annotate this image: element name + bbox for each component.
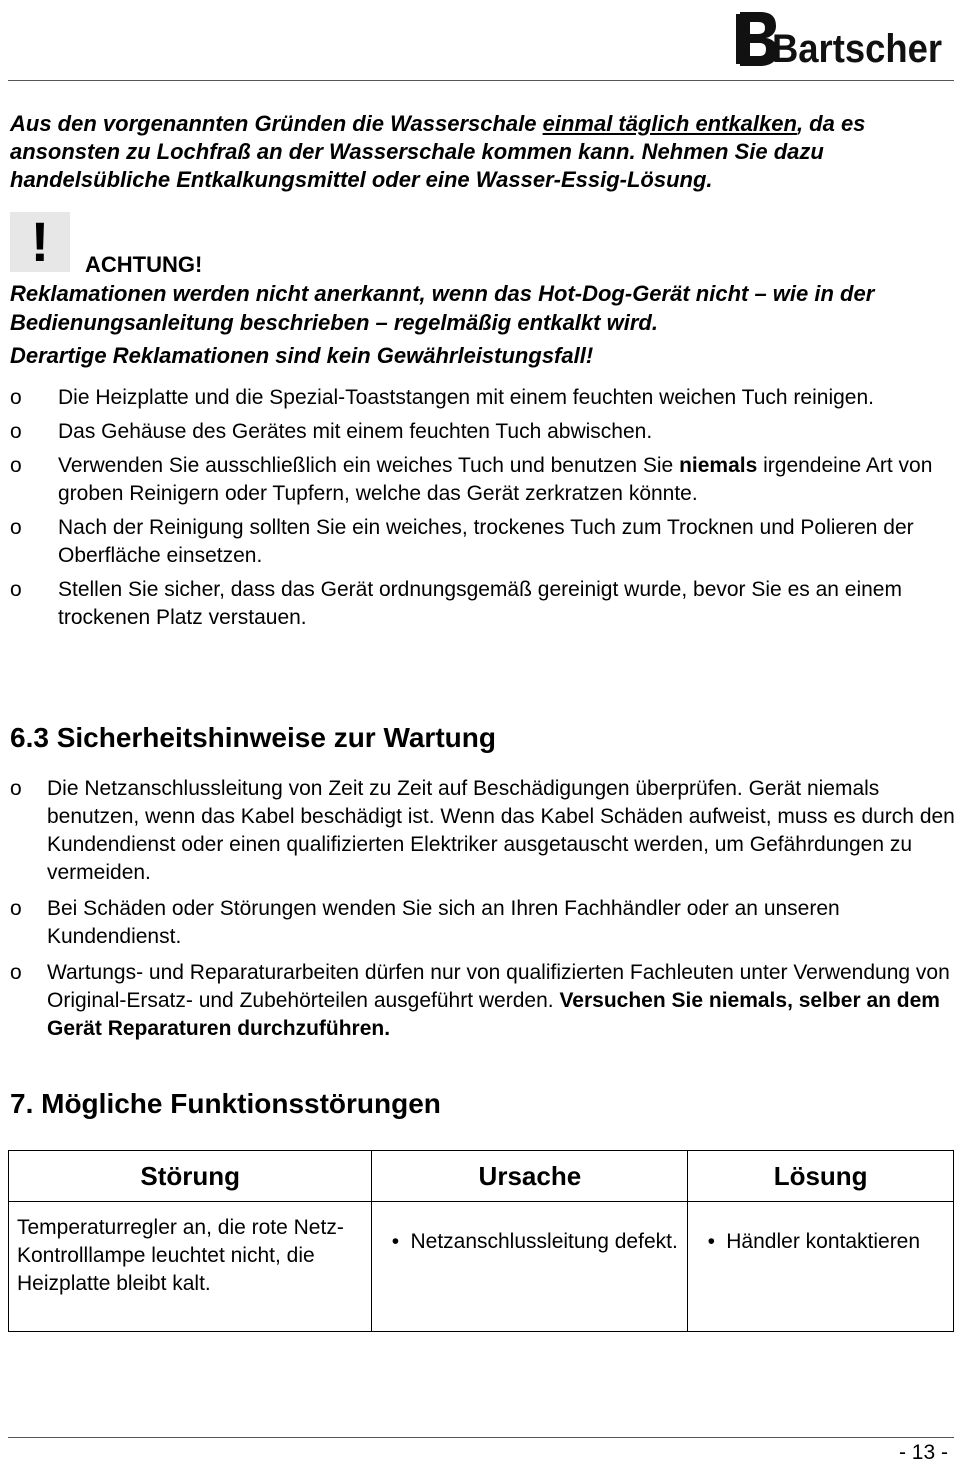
bullet-dot: • xyxy=(707,1230,715,1253)
list-text xyxy=(47,959,955,1043)
maintenance-list xyxy=(10,775,955,1051)
list-bullet: o xyxy=(10,961,22,984)
list-text: Bei Schäden oder Störungen wenden Sie sich an Ihren Fachhändler oder an unseren Kundendienst. xyxy=(47,897,840,948)
footer-rule xyxy=(8,1437,954,1438)
list-bullet: o xyxy=(10,897,22,920)
list-text-post: irgendeine Art von groben Reinigern oder Tupfern, welche das Gerät zerkratzen könnte. xyxy=(58,454,933,505)
intro-underlined: einmal täglich entkalken xyxy=(542,111,797,136)
cleaning-list xyxy=(10,384,955,638)
list-text: Die Netzanschlussleitung von Zeit zu Zeit auf Beschädigungen überprüfen. Gerät niemals benutzen, wenn das Kabel beschädigt ist. Wenn das Kabel Schäden aufweist, muss es durch den Kundendienst oder einen qualifizierten Elektriker ausgetauscht werden, um Gefährdungen zu vermeiden. xyxy=(47,777,955,884)
list-bullet: o xyxy=(10,420,22,443)
list-text-bold: Versuchen Sie niemals, selber an dem Gerät Reparaturen durchzuführen. xyxy=(47,989,940,1040)
list-item xyxy=(10,576,955,632)
logo-text: Bartscher xyxy=(772,27,942,71)
list-text: Stellen Sie sicher, dass das Gerät ordnungsgemäß gereinigt wurde, bevor Sie es an einem trockenen Platz verstauen. xyxy=(58,578,902,629)
cell-ursache xyxy=(372,1202,688,1332)
column-header-stoerung: Störung xyxy=(9,1151,372,1202)
descaling-paragraph xyxy=(10,110,955,194)
list-text xyxy=(58,452,955,508)
warning-line-1: Reklamationen werden nicht anerkannt, wenn das Hot-Dog-Gerät nicht – wie in der Bedienungsanleitung beschrieben – regelmäßig entkalkt wird. xyxy=(10,281,875,335)
troubleshooting-table xyxy=(8,1150,954,1332)
list-item xyxy=(10,514,955,570)
column-header-loesung: Lösung xyxy=(688,1151,954,1202)
list-text-pre: Verwenden Sie ausschließlich ein weiches Tuch und benutzen Sie xyxy=(58,454,680,477)
list-item xyxy=(10,959,955,1043)
warning-line-2: Derartige Reklamationen sind kein Gewährleistungsfall! xyxy=(10,343,594,368)
list-bullet: o xyxy=(10,777,22,800)
page-number: - 13 - xyxy=(898,1441,948,1464)
list-text: Die Heizplatte und die Spezial-Toaststangen mit einem feuchten weichen Tuch reinigen. xyxy=(58,386,874,409)
section-heading-6-3: 6.3 Sicherheitshinweise zur Wartung xyxy=(10,722,496,753)
cell-loesung-text: Händler kontaktieren xyxy=(726,1230,921,1253)
bullet-dot: • xyxy=(391,1230,400,1253)
exclamation-mark: ! xyxy=(30,210,50,273)
list-bullet: o xyxy=(10,516,22,539)
list-item xyxy=(10,418,955,446)
warning-block xyxy=(10,250,955,370)
table-header-row xyxy=(9,1151,954,1202)
section-heading-7: 7. Mögliche Funktionsstörungen xyxy=(10,1088,441,1119)
table-row xyxy=(9,1202,954,1332)
list-item xyxy=(10,452,955,508)
list-bullet: o xyxy=(10,578,22,601)
list-text-bold: niemals xyxy=(679,454,758,477)
cell-ursache-text: Netzanschlussleitung defekt. xyxy=(410,1230,678,1253)
list-text-normal: Wartungs- und Reparaturarbeiten dürfen nur von qualifizierten Fachleuten unter Verwendung von Original-Ersatz- und Zubehörteilen ausgeführt werden. xyxy=(47,961,950,1012)
list-bullet: o xyxy=(10,386,22,409)
cell-stoerung: Temperaturregler an, die rote Netz-Kontrolllampe leuchtet nicht, die Heizplatte bleibt kalt. xyxy=(9,1202,372,1332)
list-item xyxy=(10,895,955,951)
list-item xyxy=(10,384,955,412)
intro-text-2: , da es ansonsten zu Lochfraß an der Wasserschale kommen kann. Nehmen Sie dazu handelsübliche Entkalkungsmittel oder eine Wasser-Essig-Lösung. xyxy=(10,111,866,192)
list-item xyxy=(10,775,955,887)
warning-title: ACHTUNG! xyxy=(85,252,203,277)
list-bullet: o xyxy=(10,454,22,477)
header-rule xyxy=(8,80,954,81)
list-text: Das Gehäuse des Gerätes mit einem feuchten Tuch abwischen. xyxy=(58,420,653,443)
list-text: Nach der Reinigung sollten Sie ein weiches, trockenes Tuch zum Trocknen und Polieren der Oberfläche einsetzen. xyxy=(58,516,914,567)
bartscher-logo xyxy=(734,6,946,72)
intro-text-1: Aus den vorgenannten Gründen die Wasserschale xyxy=(10,111,543,136)
column-header-ursache: Ursache xyxy=(372,1151,688,1202)
cell-loesung xyxy=(688,1202,954,1332)
